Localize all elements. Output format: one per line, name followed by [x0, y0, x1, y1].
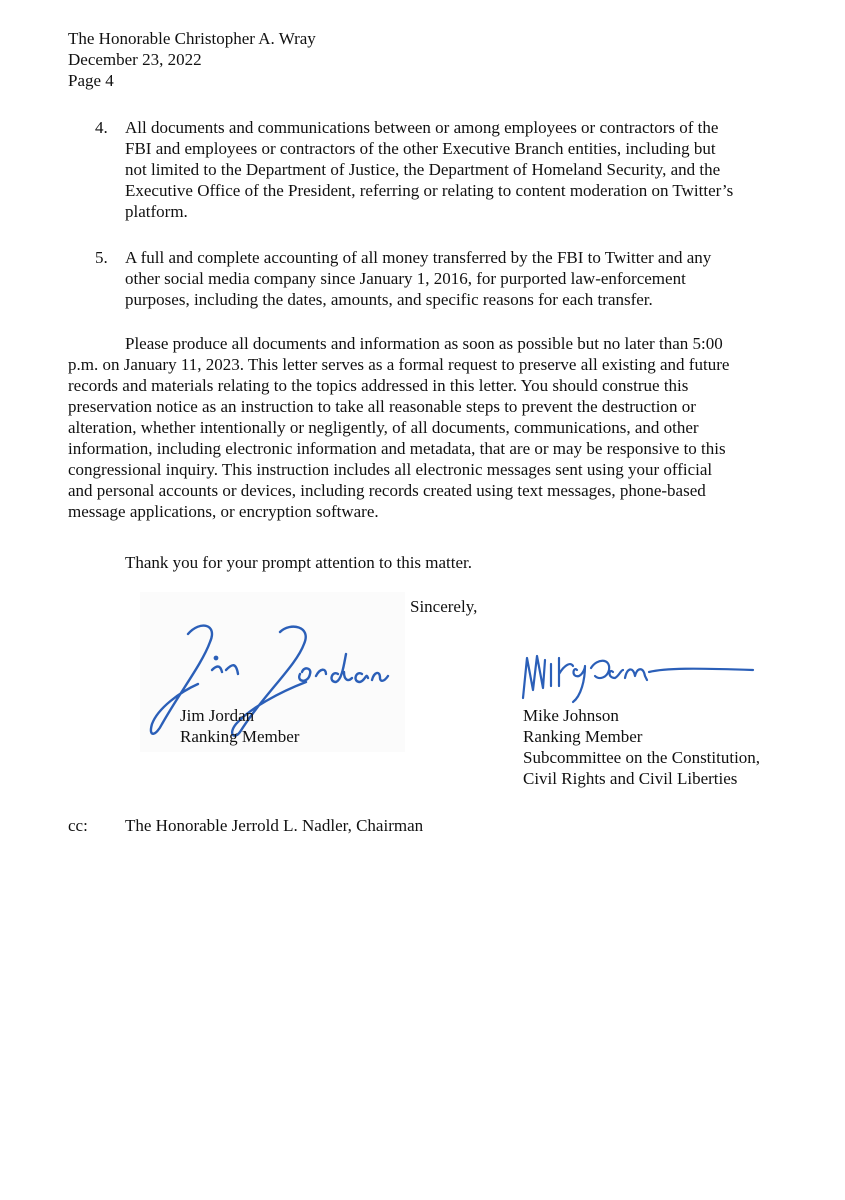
signer-name: Mike Johnson [523, 706, 619, 725]
item-line: platform. [125, 202, 188, 221]
paragraph-line: Please produce all documents and information as soon as possible but no later than 5:00 [125, 334, 723, 353]
item-line: purposes, including the dates, amounts, and specific reasons for each transfer. [125, 290, 653, 309]
signer-block-johnson [523, 705, 760, 789]
signer-title: Ranking Member [180, 727, 300, 746]
paragraph-line: preservation notice as an instruction to take all reasonable steps to prevent the destruction or [68, 397, 696, 416]
item-line: not limited to the Department of Justice, the Department of Homeland Security, and the [125, 160, 721, 179]
date-line: December 23, 2022 [68, 50, 202, 69]
closing-line: Sincerely, [410, 597, 478, 616]
body-paragraph [68, 333, 729, 522]
paragraph-line: and personal accounts or devices, including records created using text messages, phone-based [68, 481, 706, 500]
item-line: All documents and communications between or among employees or contractors of the [125, 118, 719, 137]
thanks-line: Thank you for your prompt attention to this matter. [125, 553, 473, 572]
signature-mike-johnson [515, 640, 760, 710]
paragraph-line: records and materials relating to the topics addressed in this letter. You should construe this [68, 376, 689, 395]
cc-recipient: The Honorable Jerrold L. Nadler, Chairman [125, 816, 424, 835]
signer-block-jordan [180, 705, 299, 747]
page-number: Page 4 [68, 71, 114, 90]
signer-title: Subcommittee on the Constitution, [523, 748, 761, 767]
item-number: 4. [95, 118, 108, 137]
letter-header [68, 28, 316, 91]
cc-line [68, 815, 423, 836]
recipient-line: The Honorable Christopher A. Wray [68, 29, 316, 48]
paragraph-line: congressional inquiry. This instruction includes all electronic messages sent using your official [68, 460, 713, 479]
item-line: A full and complete accounting of all money transferred by the FBI to Twitter and any [125, 248, 712, 267]
paragraph-line: message applications, or encryption software. [68, 502, 379, 521]
item-line: other social media company since January 1, 2016, for purported law-enforcement [125, 269, 686, 288]
paragraph-line: information, including electronic information and metadata, that are or may be responsive to this [68, 439, 726, 458]
item-number: 5. [95, 248, 108, 267]
signer-title: Civil Rights and Civil Liberties [523, 769, 738, 788]
item-line: FBI and employees or contractors of the other Executive Branch entities, including but [125, 139, 716, 158]
signer-name: Jim Jordan [180, 706, 255, 725]
item-text [125, 247, 711, 310]
cc-label: cc: [68, 816, 88, 835]
signer-title: Ranking Member [523, 727, 643, 746]
item-text [125, 117, 733, 222]
paragraph-line: alteration, whether intentionally or negligently, of all documents, communications, and other [68, 418, 699, 437]
paragraph-line: p.m. on January 11, 2023. This letter serves as a formal request to preserve all existing and future [68, 355, 730, 374]
item-line: Executive Office of the President, referring or relating to content moderation on Twitter’s [125, 181, 734, 200]
